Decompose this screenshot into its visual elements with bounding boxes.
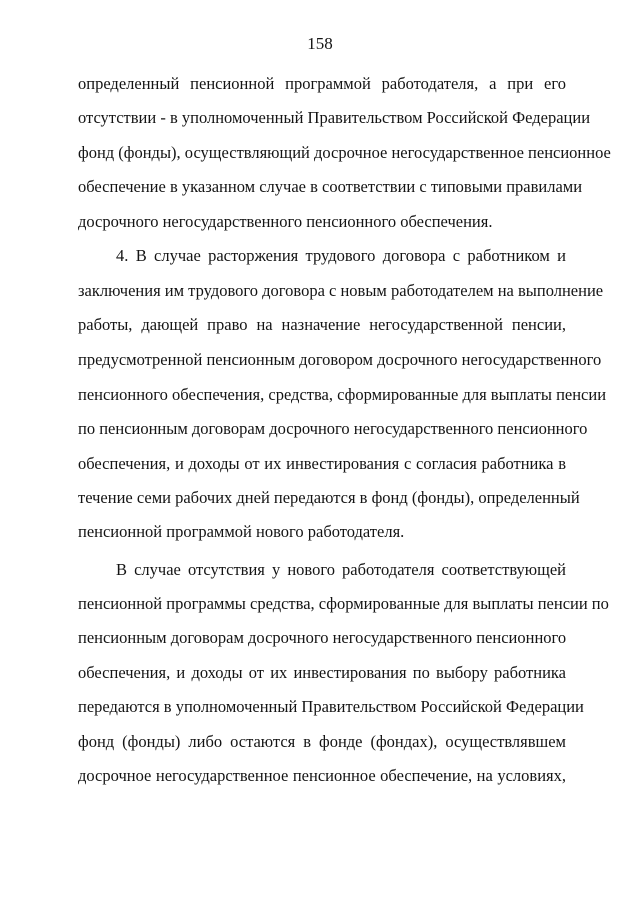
text-line: пенсионного обеспечения, средства, сформированные для выплаты пенсии xyxy=(78,385,607,404)
text-line: по пенсионным договорам досрочного негосударственного пенсионного xyxy=(78,419,588,438)
text-line: пенсионной программой нового работодателя. xyxy=(78,522,405,541)
text-line: обеспечения, и доходы от их инвестирования с согласия работника в xyxy=(78,454,566,473)
text-line: отсутствии - в уполномоченный Правительством Российской Федерации xyxy=(78,108,591,127)
text-line: обеспечение в указанном случае в соответствии с типовыми правилами xyxy=(78,177,583,196)
text-line: досрочного негосударственного пенсионного обеспечения. xyxy=(78,212,493,231)
text-line: обеспечения, и доходы от их инвестирования по выбору работника xyxy=(78,663,566,682)
text-line: течение семи рабочих дней передаются в фонд (фонды), определенный xyxy=(78,488,580,507)
text-line: фонд (фонды), осуществляющий досрочное негосударственное пенсионное xyxy=(78,143,611,162)
text-line: заключения им трудового договора с новым работодателем на выполнение xyxy=(78,281,604,300)
text-line: В случае отсутствия у нового работодателя соответствующей xyxy=(116,560,566,579)
text-line: определенный пенсионной программой работодателя, а при его xyxy=(78,74,566,93)
text-line: предусмотренной пенсионным договором досрочного негосударственного xyxy=(78,350,602,369)
text-line: пенсионной программы средства, сформированные для выплаты пенсии по xyxy=(78,594,609,613)
text-line: 4. В случае расторжения трудового договора с работником и xyxy=(116,246,566,265)
text-line: работы, дающей право на назначение негосударственной пенсии, xyxy=(78,315,566,334)
text-line: передаются в уполномоченный Правительством Российской Федерации xyxy=(78,697,584,716)
text-line: досрочное негосударственное пенсионное обеспечение, на условиях, xyxy=(78,766,566,785)
text-line: пенсионным договорам досрочного негосударственного пенсионного xyxy=(78,628,567,647)
text-line: фонд (фонды) либо остаются в фонде (фондах), осуществлявшем xyxy=(78,732,566,751)
page-number: 158 xyxy=(307,34,333,53)
